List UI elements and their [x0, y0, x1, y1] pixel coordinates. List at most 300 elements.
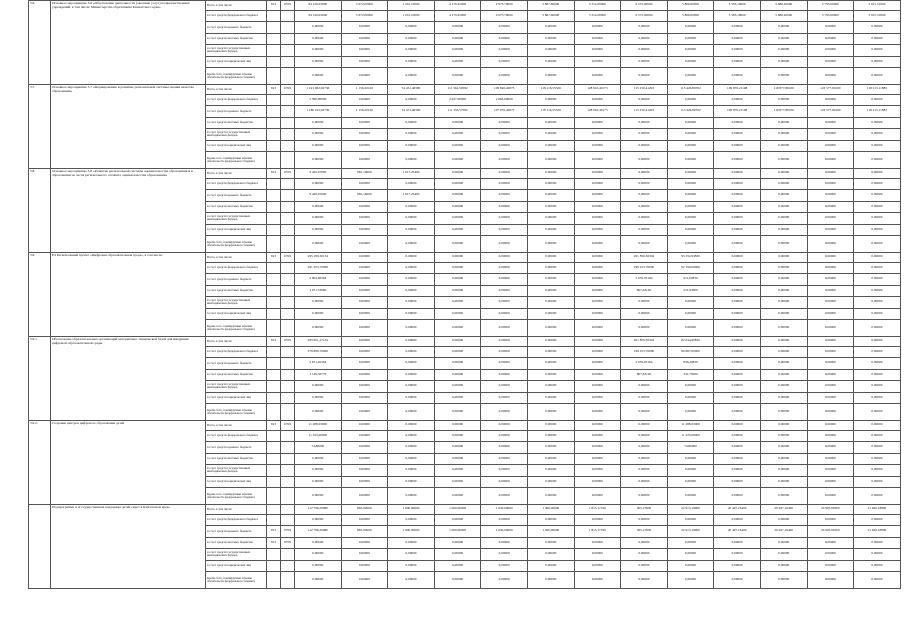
- amount-cell: 92 190,00000: [667, 262, 714, 274]
- amount-cell: 0,00000: [760, 549, 807, 561]
- amount-cell: 0,00000: [341, 392, 388, 404]
- amount-cell: 0,00000: [667, 488, 714, 505]
- amount-cell: 0,00000: [295, 549, 342, 561]
- item-name: Подпрограмма 4 «Государственная поддержка детей-сирот в Камчатском крае»: [51, 505, 206, 589]
- amount-cell: 0,00000: [295, 404, 342, 421]
- amount-cell: 0,00000: [621, 45, 668, 57]
- amount-cell: 0,00000: [574, 68, 621, 85]
- grbs-code: [267, 488, 281, 505]
- amount-cell: 199 013,70000: [621, 346, 668, 358]
- amount-cell: 0,00000: [760, 465, 807, 477]
- amount-cell: 0,00000: [434, 152, 481, 169]
- amount-cell: 22 913,19900: [667, 505, 714, 515]
- amount-cell: 0,00000: [714, 33, 761, 45]
- amount-cell: 0,00000: [714, 190, 761, 202]
- amount-cell: 0,00000: [854, 442, 901, 454]
- funding-source-label: Всего, в том числе:: [206, 1, 267, 11]
- amount-cell: 0,00000: [388, 369, 435, 381]
- amount-cell: 836,20830: [667, 358, 714, 370]
- amount-cell: 0,00000: [621, 56, 668, 68]
- item-name: Е4 Региональный проект «Цифровая образовательная среда», в том числе:: [51, 253, 206, 337]
- amount-cell: 0,00000: [434, 213, 481, 225]
- amount-cell: 0,00000: [341, 514, 388, 526]
- amount-cell: 0,00000: [760, 537, 807, 549]
- amount-cell: 0,00000: [760, 358, 807, 370]
- amount-cell: 0,00000: [760, 33, 807, 45]
- amount-cell: 0,00000: [527, 22, 574, 34]
- amount-cell: 0,00000: [388, 320, 435, 337]
- amount-cell: 93 332,93830: [667, 253, 714, 263]
- amount-cell: 0,00000: [527, 236, 574, 253]
- amount-cell: 0,00000: [574, 178, 621, 190]
- amount-cell: 0,00000: [341, 337, 388, 347]
- amount-cell: 0,00000: [388, 262, 435, 274]
- budget-table: [28, 0, 901, 589]
- grbs-code: [267, 117, 281, 129]
- amount-cell: 11 288,03000: [667, 421, 714, 431]
- amount-cell: 0,00000: [388, 33, 435, 45]
- amount-cell: 1 040,00000: [481, 526, 528, 538]
- amount-cell: 0,00000: [388, 453, 435, 465]
- amount-cell: 0,00000: [807, 178, 854, 190]
- amount-cell: 0,00000: [481, 514, 528, 526]
- grbs-code: [267, 476, 281, 488]
- amount-cell: 0,00000: [854, 129, 901, 141]
- amount-cell: 0,00000: [481, 22, 528, 34]
- amount-cell: 0,00000: [760, 404, 807, 421]
- amount-cell: 0,00000: [295, 45, 342, 57]
- amount-cell: 0,00000: [481, 337, 528, 347]
- amount-cell: 0,00000: [341, 33, 388, 45]
- amount-cell: 0,00000: [434, 224, 481, 236]
- amount-cell: 0,00000: [341, 94, 388, 106]
- amount-cell: 0,00000: [760, 190, 807, 202]
- amount-cell: 0,00000: [527, 56, 574, 68]
- amount-cell: 5 686,20000: [760, 1, 807, 11]
- amount-cell: 5 593,10000: [714, 10, 761, 22]
- funding-source-label: за счет средств юридических лиц: [206, 308, 267, 320]
- amount-cell: 0,00000: [295, 465, 342, 477]
- grbs-code: [267, 320, 281, 337]
- amount-cell: 0,00000: [714, 201, 761, 213]
- amount-cell: 0,00000: [434, 320, 481, 337]
- amount-cell: 0,00000: [574, 381, 621, 393]
- amount-cell: 0,00000: [760, 68, 807, 85]
- amount-cell: 0,00000: [714, 285, 761, 297]
- amount-cell: 0,00000: [388, 45, 435, 57]
- funding-source-label: за счет средств государственных внебюджетных фондов: [206, 297, 267, 309]
- amount-cell: 0,00000: [854, 346, 901, 358]
- amount-cell: 0,00000: [434, 178, 481, 190]
- amount-cell: 0,00000: [760, 308, 807, 320]
- grbs-code: [267, 106, 281, 118]
- amount-cell: 0,00000: [341, 68, 388, 85]
- amount-cell: 0,00000: [667, 476, 714, 488]
- section-code: [281, 465, 295, 477]
- amount-cell: 20 497,16400: [714, 505, 761, 515]
- amount-cell: 279 880,70000: [295, 346, 342, 358]
- amount-cell: 5 672,00000: [341, 10, 388, 22]
- amount-cell: 0,00000: [621, 117, 668, 129]
- amount-cell: 111 562,59582: [434, 85, 481, 95]
- amount-cell: 0,00000: [434, 117, 481, 129]
- amount-cell: 0,00000: [388, 346, 435, 358]
- amount-cell: 1 500,00000: [527, 505, 574, 515]
- amount-cell: 0,00000: [760, 337, 807, 347]
- amount-cell: 1 815,17190: [574, 526, 621, 538]
- amount-cell: 123 577,99100: [807, 106, 854, 118]
- funding-source-label: за счет средств юридических лиц: [206, 476, 267, 488]
- section-code: 0709: [281, 85, 295, 95]
- amount-cell: 0,00000: [807, 56, 854, 68]
- amount-cell: 0,00000: [760, 169, 807, 179]
- amount-cell: 5 593,10000: [714, 1, 761, 11]
- amount-cell: 0,00000: [341, 453, 388, 465]
- funding-source-label: Всего, в том числе:: [206, 505, 267, 515]
- section-code: [281, 94, 295, 106]
- amount-cell: 0,00000: [807, 537, 854, 549]
- amount-cell: 0,00000: [854, 465, 901, 477]
- funding-source-label: за счет средств краевого бюджета: [206, 526, 267, 538]
- grbs-code: [267, 369, 281, 381]
- grbs-code: 813: [267, 421, 281, 431]
- amount-cell: 1 815,17190: [574, 505, 621, 515]
- amount-cell: 0,00000: [621, 421, 668, 431]
- amount-cell: 0,00000: [434, 236, 481, 253]
- amount-cell: 0,00000: [854, 117, 901, 129]
- amount-cell: 0,00000: [854, 369, 901, 381]
- amount-cell: 0,00000: [714, 381, 761, 393]
- amount-cell: 0,00000: [714, 178, 761, 190]
- amount-cell: 365,15850: [621, 526, 668, 538]
- amount-cell: 0,00000: [434, 285, 481, 297]
- amount-cell: 0,00000: [854, 201, 901, 213]
- amount-cell: 0,00000: [667, 33, 714, 45]
- amount-cell: 0,00000: [714, 140, 761, 152]
- amount-cell: 0,00000: [714, 560, 761, 572]
- amount-cell: 5 915,31000: [854, 10, 901, 22]
- amount-cell: 0,00000: [667, 224, 714, 236]
- amount-cell: 54 451,46580: [388, 106, 435, 118]
- amount-cell: 0,00000: [807, 94, 854, 106]
- table-row: [29, 421, 901, 431]
- amount-cell: 0,00000: [667, 152, 714, 169]
- grbs-code: [267, 453, 281, 465]
- amount-cell: 0,00000: [481, 274, 528, 286]
- section-code: [281, 369, 295, 381]
- amount-cell: 0,00000: [760, 94, 807, 106]
- amount-cell: 0,00000: [341, 358, 388, 370]
- grbs-code: [267, 381, 281, 393]
- item-number: [29, 505, 51, 589]
- budget-document-page: [28, 0, 890, 589]
- amount-cell: 0,00000: [481, 190, 528, 202]
- amount-cell: 0,00000: [527, 346, 574, 358]
- amount-cell: 5 314,00000: [574, 10, 621, 22]
- amount-cell: 0,00000: [854, 94, 901, 106]
- amount-cell: 0,00000: [621, 488, 668, 505]
- amount-cell: 0,00000: [434, 201, 481, 213]
- section-code: [281, 152, 295, 169]
- amount-cell: 0,00000: [807, 488, 854, 505]
- amount-cell: 0,00000: [621, 430, 668, 442]
- amount-cell: 0,00000: [434, 274, 481, 286]
- amount-cell: 0,00000: [854, 537, 901, 549]
- amount-cell: 1 149,36770: [295, 369, 342, 381]
- amount-cell: 0,00000: [434, 560, 481, 572]
- amount-cell: 0,00000: [574, 262, 621, 274]
- amount-cell: 107 076,40073: [481, 106, 528, 118]
- amount-cell: 0,00000: [527, 320, 574, 337]
- amount-cell: 0,00000: [714, 572, 761, 589]
- amount-cell: 119 877,89100: [760, 106, 807, 118]
- amount-cell: 0,00000: [760, 236, 807, 253]
- amount-cell: 0,00000: [388, 253, 435, 263]
- funding-source-label: за счет средств юридических лиц: [206, 140, 267, 152]
- amount-cell: 0,00000: [481, 224, 528, 236]
- amount-cell: 0,00000: [667, 308, 714, 320]
- amount-cell: 0,00000: [667, 117, 714, 129]
- amount-cell: 0,00000: [341, 117, 388, 129]
- amount-cell: 0,00000: [574, 453, 621, 465]
- section-code: [281, 381, 295, 393]
- amount-cell: 0,00000: [621, 404, 668, 421]
- amount-cell: 0,00000: [574, 549, 621, 561]
- amount-cell: 6 572,00000: [621, 10, 668, 22]
- amount-cell: 0,00000: [621, 140, 668, 152]
- amount-cell: 5 867,60000: [527, 10, 574, 22]
- amount-cell: 0,00000: [714, 129, 761, 141]
- amount-cell: 0,00000: [667, 45, 714, 57]
- amount-cell: 865,00000: [341, 505, 388, 515]
- funding-source-label: за счет средств краевого бюджета: [206, 22, 267, 34]
- amount-cell: 0,00000: [621, 169, 668, 179]
- amount-cell: 0,00000: [807, 117, 854, 129]
- section-code: [281, 213, 295, 225]
- amount-cell: 0,00000: [341, 488, 388, 505]
- amount-cell: 0,00000: [481, 45, 528, 57]
- amount-cell: 0,00000: [621, 476, 668, 488]
- section-code: [281, 68, 295, 85]
- amount-cell: 0,00000: [854, 430, 901, 442]
- funding-source-label: за счет средств государственных внебюджетных фондов: [206, 45, 267, 57]
- amount-cell: 0,00000: [807, 224, 854, 236]
- amount-cell: 5 866,00000: [667, 10, 714, 22]
- amount-cell: 5 866,00000: [667, 1, 714, 11]
- amount-cell: 0,00000: [527, 190, 574, 202]
- amount-cell: 0,00000: [388, 442, 435, 454]
- grbs-code: [267, 430, 281, 442]
- section-code: [281, 560, 295, 572]
- amount-cell: 0,00000: [760, 476, 807, 488]
- amount-cell: 0,00000: [341, 129, 388, 141]
- amount-cell: 295 189,30134: [295, 253, 342, 263]
- amount-cell: 0,00000: [714, 169, 761, 179]
- amount-cell: 0,00000: [295, 297, 342, 309]
- amount-cell: 0,00000: [481, 213, 528, 225]
- amount-cell: 0,00000: [854, 169, 901, 179]
- amount-cell: 0,00000: [434, 465, 481, 477]
- amount-cell: 0,00000: [434, 129, 481, 141]
- amount-cell: 0,00000: [527, 421, 574, 431]
- grbs-code: [267, 190, 281, 202]
- amount-cell: 0,00000: [574, 421, 621, 431]
- section-code: [281, 392, 295, 404]
- amount-cell: 0,00000: [295, 56, 342, 68]
- amount-cell: 0,00000: [341, 178, 388, 190]
- amount-cell: 0,00000: [854, 68, 901, 85]
- section-code: [281, 190, 295, 202]
- amount-cell: 0,00000: [760, 488, 807, 505]
- amount-cell: 201 856,36304: [621, 337, 668, 347]
- funding-source-label: за счет средств федерального бюджета: [206, 94, 267, 106]
- amount-cell: 0,00000: [760, 297, 807, 309]
- section-code: [281, 430, 295, 442]
- funding-source-label: за счет средств федерального бюджета: [206, 430, 267, 442]
- amount-cell: 1 000,00000: [434, 505, 481, 515]
- funding-source-label: за счет средств юридических лиц: [206, 56, 267, 68]
- amount-cell: 0,00000: [854, 488, 901, 505]
- section-code: 0709: [281, 169, 295, 179]
- amount-cell: 0,00000: [341, 430, 388, 442]
- amount-cell: 0,00000: [714, 22, 761, 34]
- amount-cell: 0,00000: [807, 129, 854, 141]
- amount-cell: 0,00000: [434, 56, 481, 68]
- amount-cell: 0,00000: [434, 346, 481, 358]
- funding-source-label: за счет средств федерального бюджета: [206, 10, 267, 22]
- amount-cell: 0,00000: [481, 346, 528, 358]
- amount-cell: 0,00000: [295, 224, 342, 236]
- section-code: [281, 320, 295, 337]
- amount-cell: 0,00000: [854, 392, 901, 404]
- amount-cell: 0,00000: [341, 572, 388, 589]
- amount-cell: 0,00000: [527, 94, 574, 106]
- amount-cell: 1 000,00000: [388, 505, 435, 515]
- amount-cell: 0,00000: [434, 358, 481, 370]
- section-code: [281, 10, 295, 22]
- funding-source-label: Кроме того, планируемые объемы обязательств федерального бюджета: [206, 68, 267, 85]
- funding-source-label: за счет средств государственных внебюджетных фондов: [206, 129, 267, 141]
- table-row: [29, 1, 901, 11]
- amount-cell: 0,00000: [341, 297, 388, 309]
- amount-cell: 0,00000: [760, 213, 807, 225]
- amount-cell: 0,00000: [527, 169, 574, 179]
- amount-cell: 0,00000: [621, 94, 668, 106]
- amount-cell: 0,00000: [807, 68, 854, 85]
- amount-cell: 0,00000: [388, 56, 435, 68]
- section-code: [281, 358, 295, 370]
- amount-cell: 0,00000: [341, 346, 388, 358]
- amount-cell: 0,00000: [714, 514, 761, 526]
- amount-cell: 0,00000: [667, 201, 714, 213]
- amount-cell: 0,00000: [760, 285, 807, 297]
- amount-cell: 0,00000: [760, 572, 807, 589]
- amount-cell: 0,00000: [341, 56, 388, 68]
- amount-cell: 0,00000: [481, 140, 528, 152]
- amount-cell: 0,00000: [714, 465, 761, 477]
- amount-cell: 0,00000: [760, 381, 807, 393]
- amount-cell: 0,00000: [434, 253, 481, 263]
- amount-cell: 0,00000: [667, 572, 714, 589]
- amount-cell: 865,00000: [341, 526, 388, 538]
- amount-cell: 0,00000: [854, 560, 901, 572]
- funding-source-label: за счет средств государственных внебюджетных фондов: [206, 381, 267, 393]
- amount-cell: 0,00000: [527, 274, 574, 286]
- amount-cell: 0,00000: [667, 320, 714, 337]
- amount-cell: 0,00000: [527, 297, 574, 309]
- amount-cell: 0,00000: [714, 430, 761, 442]
- amount-cell: 0,00000: [434, 476, 481, 488]
- amount-cell: 0,00000: [760, 560, 807, 572]
- amount-cell: 283 901,27134: [295, 337, 342, 347]
- amount-cell: 0,00000: [807, 514, 854, 526]
- section-code: 0709: [281, 421, 295, 431]
- amount-cell: 0,00000: [714, 213, 761, 225]
- amount-cell: 0,00000: [854, 549, 901, 561]
- amount-cell: 231,93000: [667, 285, 714, 297]
- amount-cell: 0,00000: [574, 560, 621, 572]
- amount-cell: 0,00000: [807, 140, 854, 152]
- amount-cell: 0,00000: [341, 381, 388, 393]
- amount-cell: 1 500,00000: [527, 526, 574, 538]
- amount-cell: 0,00000: [621, 178, 668, 190]
- amount-cell: 0,00000: [574, 224, 621, 236]
- amount-cell: 0,00000: [714, 68, 761, 85]
- amount-cell: 0,00000: [714, 358, 761, 370]
- amount-cell: 0,00000: [388, 392, 435, 404]
- amount-cell: 0,00000: [527, 488, 574, 505]
- grbs-code: [267, 505, 281, 515]
- amount-cell: 0,00000: [714, 549, 761, 561]
- amount-cell: 0,00000: [388, 572, 435, 589]
- item-name: Создание центров цифрового образования детей: [51, 421, 206, 505]
- amount-cell: 0,00000: [807, 442, 854, 454]
- amount-cell: 0,00000: [295, 320, 342, 337]
- section-code: [281, 549, 295, 561]
- amount-cell: 0,00000: [388, 358, 435, 370]
- amount-cell: 0,00000: [295, 572, 342, 589]
- grbs-code: [267, 346, 281, 358]
- amount-cell: 0,00000: [760, 442, 807, 454]
- amount-cell: 0,00000: [667, 549, 714, 561]
- table-row: [29, 505, 901, 515]
- amount-cell: 0,00000: [621, 308, 668, 320]
- amount-cell: 20 497,16400: [760, 505, 807, 515]
- amount-cell: 0,00000: [481, 262, 528, 274]
- amount-cell: 0,00000: [760, 152, 807, 169]
- amount-cell: 0,00000: [807, 22, 854, 34]
- amount-cell: 0,00000: [341, 262, 388, 274]
- amount-cell: 0,00000: [295, 68, 342, 85]
- amount-cell: 0,00000: [341, 369, 388, 381]
- grbs-code: [267, 94, 281, 106]
- amount-cell: 0,00000: [527, 140, 574, 152]
- section-code: [281, 346, 295, 358]
- amount-cell: 84 126,03000: [295, 1, 342, 11]
- amount-cell: 0,00000: [807, 297, 854, 309]
- funding-source-label: за счет средств местных бюджетов: [206, 117, 267, 129]
- amount-cell: 0,00000: [574, 514, 621, 526]
- amount-cell: 0,00000: [434, 308, 481, 320]
- amount-cell: 0,00000: [481, 453, 528, 465]
- amount-cell: 0,00000: [295, 514, 342, 526]
- amount-cell: 0,00000: [388, 224, 435, 236]
- amount-cell: 0,00000: [807, 253, 854, 263]
- amount-cell: 0,00000: [341, 213, 388, 225]
- amount-cell: 0,00000: [295, 129, 342, 141]
- amount-cell: 0,00000: [527, 514, 574, 526]
- amount-cell: 0,00000: [854, 572, 901, 589]
